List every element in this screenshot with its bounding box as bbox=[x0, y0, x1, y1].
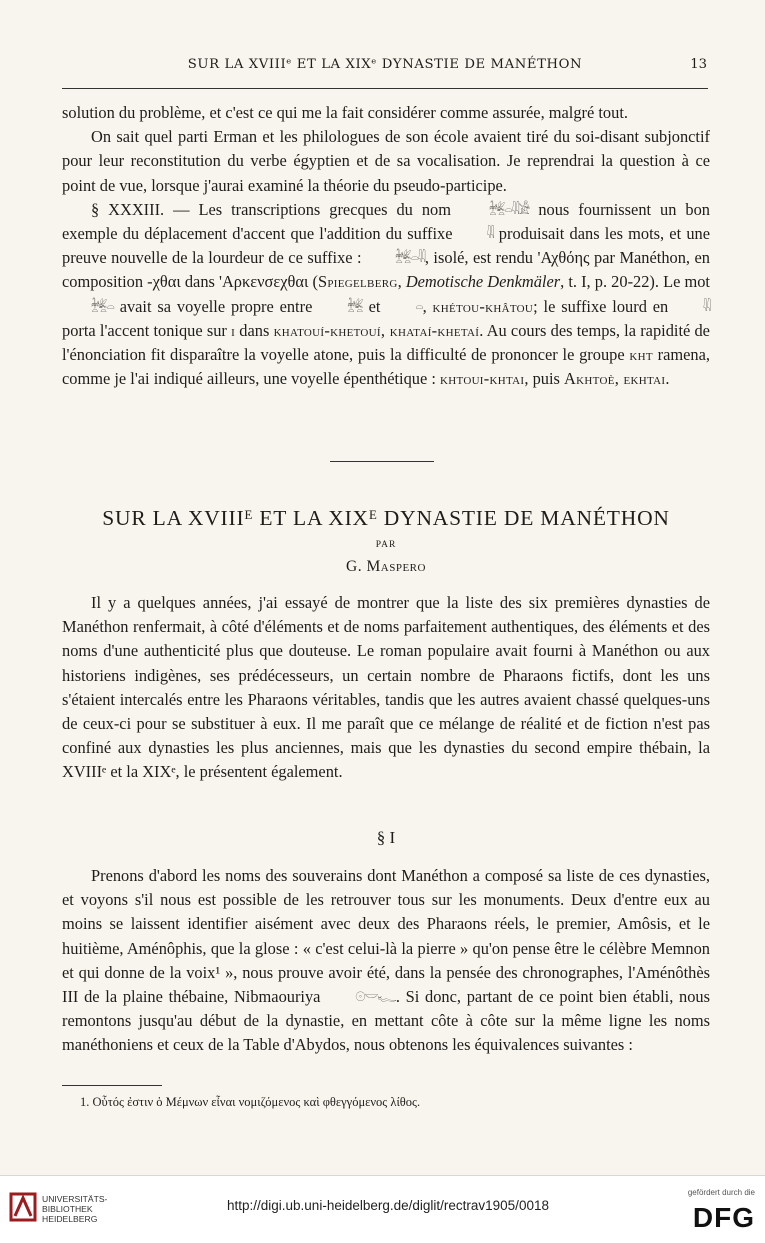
page-number: 13 bbox=[690, 57, 707, 72]
hieroglyph-word: 𓆥𓏏 bbox=[91, 298, 114, 314]
paragraph: solution du problème, et c'est ce qui me la fait considérer comme assurée, malgré tout. bbox=[62, 103, 628, 122]
work-title: Demotische Denkmäler bbox=[405, 272, 561, 292]
running-title: SUR LA XVIIIᵉ ET LA XIXᵉ DYNASTIE DE MANÉTHON bbox=[187, 57, 583, 72]
hieroglyph-sign: 𓆥 bbox=[347, 298, 363, 314]
hieroglyph-name: 𓆥𓏏𓇋𓇋𓀀 bbox=[488, 201, 530, 217]
section-heading: § I bbox=[376, 828, 396, 847]
university-logo-icon[interactable] bbox=[8, 1188, 38, 1224]
hieroglyph-cartouche: 𓇳𓎟𓆑 bbox=[355, 989, 396, 1005]
hieroglyph-suffix: 𓇋𓇋 bbox=[703, 298, 710, 314]
funding-note: gefördert durch die bbox=[687, 1188, 755, 1197]
author-name: G. Maspero bbox=[346, 558, 426, 575]
university-name[interactable]: UNIVERSITÄTS- BIBLIOTHEK HEIDELBERG bbox=[42, 1194, 108, 1224]
paragraph: Il y a quelques années, j'ai essayé de montrer que la liste des six premières dynasties de Manéthon renfermait, à côté d'éléments et de noms parfaitement authentiques, des éléments et des noms d'une authenticité plus que douteuse. Le roman populaire avait fourni à Manéthon ou aux historiens indigènes, ses prédécesseurs, un certain nombre de Pharaons fictifs, dont les uns s'étaient intercalés entre les Pharaons véritables, tandis que les autres avaient chassé quelques-uns de ceux-ci pour se substituer à eux. Il me paraît que ce mélange de réalité et de fiction n'est pas confiné aux dynasties les plus anciennes, mais que les dynasties du second empire thébain, la XVIIIᵉ et la XIXᵉ, le présentent également. bbox=[62, 593, 710, 782]
byline-par: PAR bbox=[375, 540, 397, 550]
header-rule bbox=[62, 88, 708, 89]
article-intro bbox=[62, 591, 710, 785]
hieroglyph-suffix: 𓇋𓇋 bbox=[486, 226, 494, 242]
document-url-link[interactable]: http://digi.ub.uni-heidelberg.de/diglit/rectrav1905/0018 bbox=[227, 1198, 549, 1213]
section-1-text bbox=[62, 864, 710, 1058]
paragraph-section-33: § XXXIII. — Les transcriptions grecques du nom 𓆥𓏏𓇋𓇋𓀀 nous fournissent un bon exemple du déplacement d'accent que l'addition du suffixe 𓇋𓇋 produisait dans les mots, et une preuve nouvelle de la lourdeur de ce suffixe : 𓆥𓏏𓇋𓇋, isolé, est rendu 'Αχθόης par Manéthon, en composition -χθαι dans 'Αρκενσεχθαι (Spiegelberg, Demotische Denkmäler, t. I, p. 20-22). Le mot 𓆥𓏏 avait sa voyelle propre entre 𓆥 et 𓏏, khétou-khâtou; le suffixe lourd en 𓇋𓇋 porta l'accent tonique sur i dans khatouí-khetouí, khataí-khetaí. Au cours des temps, la rapidité de l'énonciation fit disparaître la voyelle atone, puis la difficulté de prononcer le groupe kht ramena, comme je l'ai indiqué ailleurs, une voyelle épenthétique : khtoui-khtai, puis Akhtoè, ekhtai. bbox=[62, 199, 710, 389]
footnote-rule bbox=[62, 1085, 162, 1086]
hieroglyph-isolated: 𓆥𓏏𓇋𓇋 bbox=[395, 250, 425, 266]
viewer-footer bbox=[0, 1175, 765, 1243]
footnote: 1. Οὗτός ἐστιν ὁ Μέμνων εἶναι νομιζόμενος καὶ φθεγγόμενος λίθος. bbox=[80, 1095, 421, 1109]
author-spiegelberg: Spiegelberg bbox=[317, 272, 398, 292]
paragraph: On sait quel parti Erman et les philologues de son école avaient tiré du soi-disant subjonctif pour leur reconstitution du verbe égyptien et de sa vocalisation. Je reprendrai la question à ce point de vue, lorsque j'aurai examiné la théorie du pseudo-participe. bbox=[62, 127, 710, 195]
hieroglyph-sign: 𓏏 bbox=[415, 298, 423, 314]
section-separator bbox=[330, 461, 434, 462]
article-title: SUR LA XVIIIᴱ ET LA XIXᴱ DYNASTIE DE MANÉTHON bbox=[102, 506, 670, 530]
paragraph: Prenons d'abord les noms des souverains dont Manéthon a composé sa liste de ces dynasties, et voyons s'il nous est possible de les retrouver tous sur les monuments. Deux d'entre eux au moins se laissent identifier aisément avec deux des Pharaons réels, le premier, Amôsis, et le huitième, Aménôphis, que la glose : « c'est celui-là la pierre » qu'on pense être le célèbre Memnon et qui donne de la voix¹ », nous prouve avoir été, dans la pensée des chronographes, l'Aménôthès III de la plaine thébaine, Nibmaouriya 𓇳𓎟𓆑. Si donc, partant de ce point bien établi, nous remontons jusqu'au début de la dynastie, en mettant côte à côte sur la même ligne les noms manéthoniens et ceux de la Table d'Abydos, nous obtenons les équivalences suivantes : bbox=[62, 866, 710, 1055]
dfg-logo[interactable]: DFG bbox=[692, 1202, 755, 1233]
previous-article-text bbox=[62, 101, 710, 391]
